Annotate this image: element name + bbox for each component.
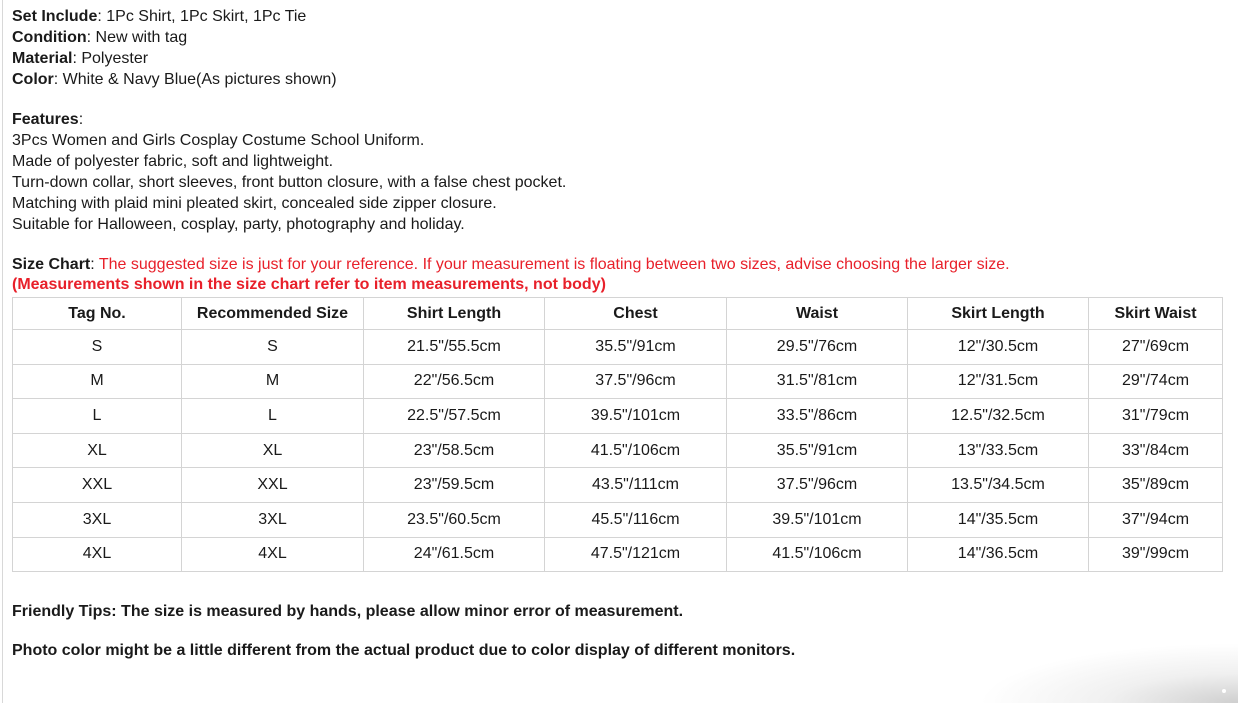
corner-shadow	[978, 643, 1238, 703]
table-cell: 21.5"/55.5cm	[364, 330, 545, 365]
column-header: Skirt Waist	[1089, 298, 1223, 330]
table-cell: 31.5"/81cm	[727, 364, 908, 399]
table-cell: 35.5"/91cm	[727, 433, 908, 468]
table-cell: M	[182, 364, 364, 399]
spec-value: 1Pc Shirt, 1Pc Skirt, 1Pc Tie	[106, 8, 307, 25]
column-header: Tag No.	[13, 298, 182, 330]
table-cell: XXL	[182, 468, 364, 503]
table-cell: 37.5"/96cm	[545, 364, 727, 399]
feature-item: Turn-down collar, short sleeves, front button closure, with a false chest pocket.	[12, 174, 567, 191]
table-cell: 43.5"/111cm	[545, 468, 727, 503]
spec-color: Color: White & Navy Blue(As pictures shown)	[12, 71, 337, 88]
feature-item: Suitable for Halloween, cosplay, party, photography and holiday.	[12, 216, 465, 233]
table-row	[13, 537, 1223, 572]
table-cell: 33"/84cm	[1089, 433, 1223, 468]
size-chart-heading	[12, 254, 1010, 295]
table-cell: 39.5"/101cm	[545, 399, 727, 434]
size-chart-label: Size Chart	[12, 256, 91, 273]
table-cell: 23"/59.5cm	[364, 468, 545, 503]
table-cell: XL	[13, 433, 182, 468]
table-cell: 13"/33.5cm	[908, 433, 1089, 468]
feature-item: 3Pcs Women and Girls Cosplay Costume School Uniform.	[12, 132, 425, 149]
column-header: Skirt Length	[908, 298, 1089, 330]
spec-label: Color	[12, 71, 54, 88]
table-header-row	[13, 298, 1223, 330]
table-cell: 27"/69cm	[1089, 330, 1223, 365]
spec-condition: Condition: New with tag	[12, 29, 188, 46]
table-cell: 4XL	[13, 537, 182, 572]
spec-set-include: Set Include: 1Pc Shirt, 1Pc Skirt, 1Pc Tie	[12, 8, 307, 25]
table-row	[13, 433, 1223, 468]
table-cell: M	[13, 364, 182, 399]
table-cell: 33.5"/86cm	[727, 399, 908, 434]
corner-dot	[1222, 689, 1226, 693]
table-row	[13, 502, 1223, 537]
spec-value: White & Navy Blue(As pictures shown)	[62, 71, 337, 88]
table-cell: 39.5"/101cm	[727, 502, 908, 537]
friendly-tip: Friendly Tips: The size is measured by hands, please allow minor error of measurement.	[12, 603, 684, 620]
features-label: Features	[12, 111, 79, 128]
spec-material: Material: Polyester	[12, 50, 149, 67]
feature-item: Made of polyester fabric, soft and lightweight.	[12, 153, 334, 170]
table-cell: 3XL	[13, 502, 182, 537]
spec-list	[12, 6, 337, 90]
table-body	[13, 330, 1223, 572]
table-cell: S	[182, 330, 364, 365]
table-cell: XXL	[13, 468, 182, 503]
table-cell: 39"/99cm	[1089, 537, 1223, 572]
table-cell: 23"/58.5cm	[364, 433, 545, 468]
features-heading: Features:	[12, 111, 84, 128]
column-header: Chest	[545, 298, 727, 330]
feature-item: Matching with plaid mini pleated skirt, concealed side zipper closure.	[12, 195, 497, 212]
table-cell: 14"/36.5cm	[908, 537, 1089, 572]
table-cell: 41.5"/106cm	[727, 537, 908, 572]
table-cell: XL	[182, 433, 364, 468]
table-cell: L	[13, 399, 182, 434]
table-cell: 24"/61.5cm	[364, 537, 545, 572]
table-cell: 35.5"/91cm	[545, 330, 727, 365]
table-cell: 22.5"/57.5cm	[364, 399, 545, 434]
table-cell: 4XL	[182, 537, 364, 572]
table-cell: L	[182, 399, 364, 434]
table-cell: 13.5"/34.5cm	[908, 468, 1089, 503]
size-chart-note-2: (Measurements shown in the size chart refer to item measurements, not body)	[12, 276, 606, 293]
table-cell: 31"/79cm	[1089, 399, 1223, 434]
size-chart-note-line: Size Chart: The suggested size is just for your reference. If your measurement is floating between two sizes, advise choosing the larger size.	[12, 256, 1010, 273]
photo-color-tip: Photo color might be a little different from the actual product due to color display of different monitors.	[12, 642, 796, 659]
left-border	[2, 0, 3, 703]
table-cell: 23.5"/60.5cm	[364, 502, 545, 537]
table-cell: 47.5"/121cm	[545, 537, 727, 572]
table-row	[13, 364, 1223, 399]
table-cell: 12"/31.5cm	[908, 364, 1089, 399]
table-cell: 41.5"/106cm	[545, 433, 727, 468]
size-chart-table	[12, 297, 1223, 572]
table-cell: 29.5"/76cm	[727, 330, 908, 365]
column-header: Waist	[727, 298, 908, 330]
column-header: Shirt Length	[364, 298, 545, 330]
column-header: Recommended Size	[182, 298, 364, 330]
table-cell: S	[13, 330, 182, 365]
table-cell: 37.5"/96cm	[727, 468, 908, 503]
table-cell: 3XL	[182, 502, 364, 537]
table-row	[13, 330, 1223, 365]
table-row	[13, 399, 1223, 434]
size-chart-note: The suggested size is just for your reference. If your measurement is floating between two sizes, advise choosing the larger size.	[98, 256, 1010, 273]
spec-value: Polyester	[81, 50, 149, 67]
spec-value: New with tag	[95, 29, 188, 46]
table-row	[13, 468, 1223, 503]
table-cell: 45.5"/116cm	[545, 502, 727, 537]
features-section	[12, 109, 566, 235]
table-cell: 35"/89cm	[1089, 468, 1223, 503]
table-cell: 14"/35.5cm	[908, 502, 1089, 537]
table-cell: 37"/94cm	[1089, 502, 1223, 537]
spec-label: Material	[12, 50, 73, 67]
table-cell: 22"/56.5cm	[364, 364, 545, 399]
spec-label: Set Include	[12, 8, 98, 25]
table-cell: 29"/74cm	[1089, 364, 1223, 399]
spec-label: Condition	[12, 29, 87, 46]
table-cell: 12"/30.5cm	[908, 330, 1089, 365]
table-cell: 12.5"/32.5cm	[908, 399, 1089, 434]
